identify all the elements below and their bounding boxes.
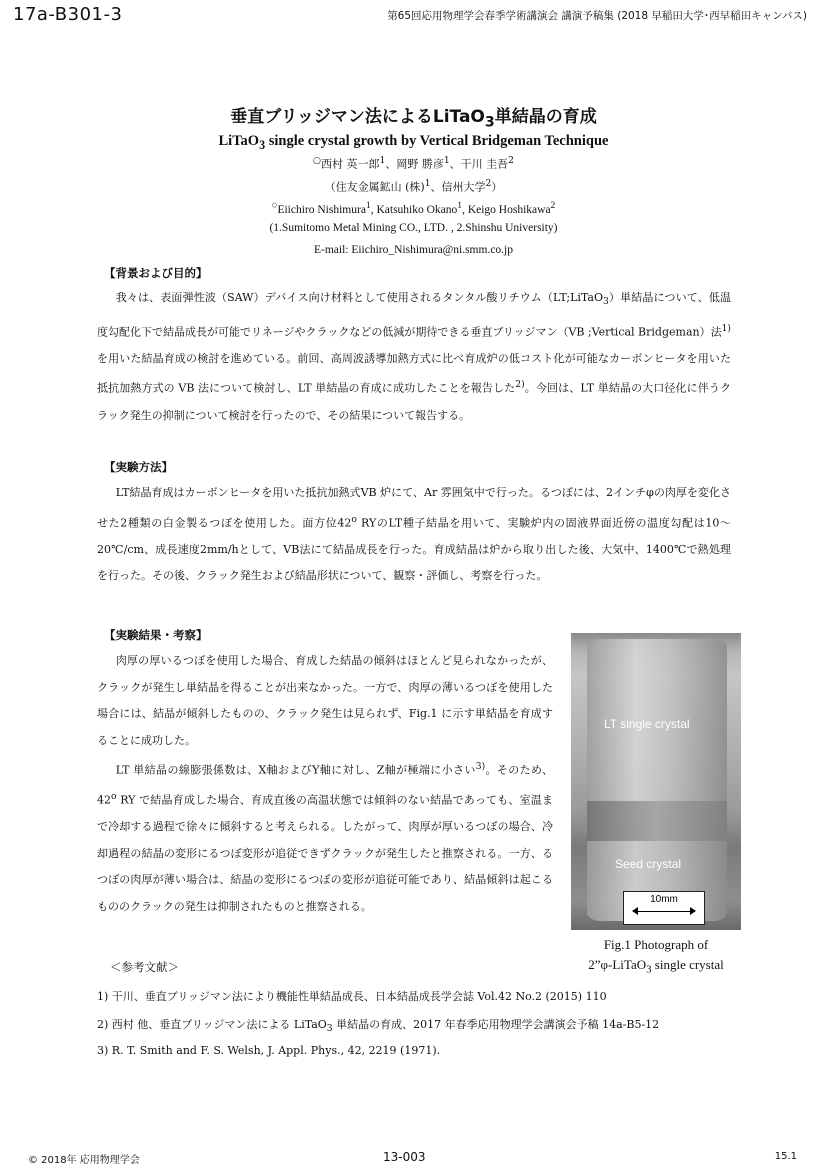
background-paragraph: 我々は、表面弾性波（SAW）デバイス向け材料として使用されるタンタル酸リチウム（LT;LiTaO$_3$）単結晶について、低温度勾配化下で結晶成長が可能でリネージやクラックなどの低減が期待できる垂直ブリッジマン（VB ;Vertical Bridgeman）法$^{1)}$を用いた結晶育成の検討を進めている。前回、高周波誘導加熱方式に比べ育成炉の低コスト化が可能なカーボンヒータを用いた抵抗加熱方式の VB 法について検討し、LT 単結晶の育成に成功したことを報告した$^{2)}$。今回は、LT 単結晶の大口径化に伴うクラック発生の抑制について検討を行ったので、その結果について報告する。: [97, 291, 731, 422]
affiliation-japanese: （住友金属鉱山 (株)$^1$、信州大学$^2$）: [324, 178, 503, 194]
affiliation-english: (1.Sumitomo Metal Mining CO., LTD. , 2.Shinshu University): [269, 222, 558, 234]
reference-3: 3) R. T. Smith and F. S. Welsh, J. Appl. Phys., 42, 2219 (1971).: [97, 1044, 441, 1057]
scale-label: 10mm: [650, 894, 678, 905]
scale-bar-arrow: [634, 911, 694, 912]
email-address: E-mail: Eiichiro_Nishimura@ni.smm.co.jp: [313, 244, 514, 256]
method-heading: 【実験方法】: [104, 460, 173, 474]
method-paragraph: LT結晶育成はカーボンヒータを用いた抵抗加熱式VB 炉にて、Ar 雰囲気中で行った。るつぼには、2インチφの肉厚を変化させた2種類の白金製るつぼを使用した。面方位42$^o$ RYのLT種子結晶を用いて、実験炉内の固液界面近傍の温度勾配は10～20℃/cm、成長速度2mm/hとして、VB法にて結晶成長を行った。育成結晶は炉から取り出した後、大気中、1400℃で熱処理を行った。その後、クラック発生および結晶形状について、観察・評価し、考察を行った。: [97, 486, 731, 583]
results-paragraph-2: LT 単結晶の線膨張係数は、X軸およびY軸に対し、Z軸が極端に小さい$^{3)}$。そのため、42$^o$ RY で結晶育成した場合、育成直後の高温状態では傾斜のない結晶であっても、室温まで冷却する過程で徐々に傾斜すると考えられる。したがって、肉厚が厚いるつぼの場合、冷却過程の結晶の変形にるつぼ変形が追従できずクラックが発生したと推察される。一方、るつぼの肉厚が薄い場合は、結晶の変形にるつぼの変形が追従可能であり、結晶傾斜は起こるもののクラックの発生は抑制されたものと推察される。: [97, 761, 553, 913]
crystal-band: [587, 801, 727, 841]
footer-number: 13-003: [383, 1150, 426, 1164]
crystal-photograph: [571, 633, 741, 930]
title-japanese: 垂直ブリッジマン法によるLiTaO$_3$単結晶の育成: [230, 107, 597, 131]
reference-1: 1) 干川、垂直ブリッジマン法により機能性単結晶成長、日本結晶成長学会誌 Vol.42 No.2 (2015) 110: [97, 990, 607, 1003]
results-paragraph-1: 肉厚の厚いるつぼを使用した場合、育成した結晶の傾斜はほとんど見られなかったが、クラックが発生し単結晶を得ることが出来なかった。一方で、肉厚の薄いるつぼを使用した場合には、結晶が傾斜したものの、クラック発生は見られず、Fig.1 に示す単結晶を育成することに成功した。: [97, 654, 553, 747]
figure-caption-line2: 2”φ-LiTaO$_3$ single crystal: [588, 957, 724, 976]
results-body: [97, 648, 553, 920]
seed-crystal-label: Seed crystal: [615, 857, 682, 871]
background-heading: 【背景および目的】: [104, 266, 208, 280]
title-english: LiTaO$_3$ single crystal growth by Vertical Bridgeman Technique: [218, 133, 609, 152]
paper-id: 17a-B301-3: [13, 4, 123, 25]
reference-2: 2) 西村 他、垂直ブリッジマン法による LiTaO$_3$ 単結晶の育成、2017 年春季応用物理学会講演会予稿 14a-B5-12: [97, 1018, 660, 1035]
conference-header: 第65回応用物理学会春季学術講演会 講演予稿集 (2018 早稲田大学･西早稲田キャンパス): [387, 10, 807, 22]
results-heading: 【実験結果・考察】: [104, 628, 208, 642]
scale-box: [623, 891, 705, 925]
authors-english: ○Eiichiro Nishimura$^1$, Katsuhiko Okano$^1$, Keigo Hoshikawa$^2$: [271, 200, 556, 216]
footer-copyright: © 2018年 応用物理学会: [28, 1155, 140, 1166]
footer-page: 15.1: [774, 1151, 797, 1162]
figure-caption-line1: Fig.1 Photograph of: [603, 937, 709, 952]
lt-crystal-label: LT single crystal: [604, 717, 690, 731]
crystal-body: [587, 639, 727, 921]
authors-japanese: ○西村 英一郎$^1$、岡野 勝彦$^1$、干川 圭吾$^2$: [313, 155, 514, 171]
references-heading: ＜参考文献＞: [110, 960, 179, 974]
